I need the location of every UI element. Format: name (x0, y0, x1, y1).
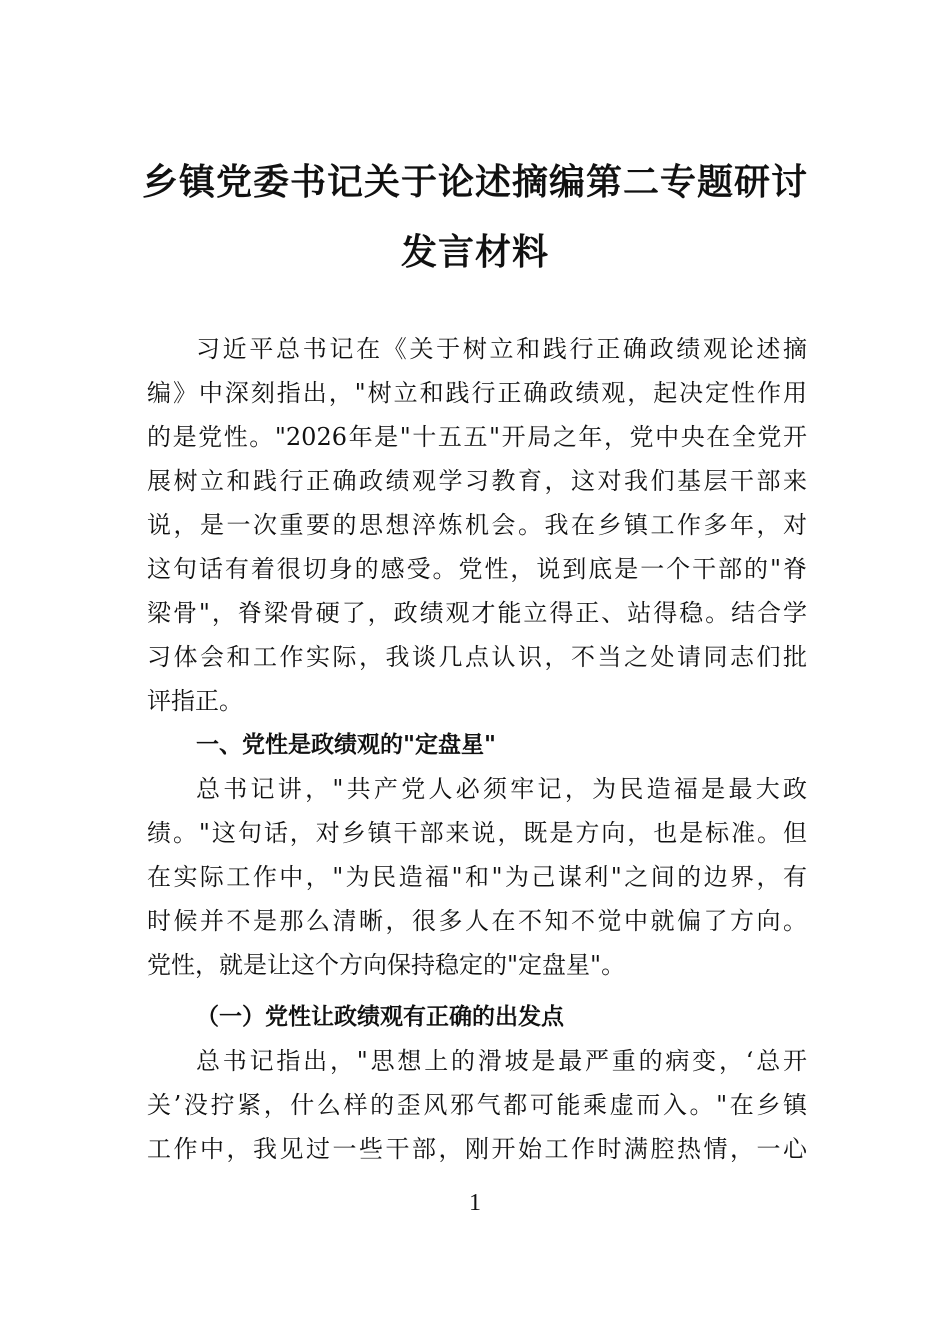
text-line: 时候并不是那么清晰，很多人在不知不觉中就偏了方向。 (147, 907, 807, 935)
text-line: 关’没拧紧，什么样的歪风邪气都可能乘虚而入。"在乡镇 (147, 1091, 807, 1119)
text-line: 说，是一次重要的思想淬炼机会。我在乡镇工作多年，对 (147, 511, 807, 539)
text-line: 梁骨"，脊梁骨硬了，政绩观才能立得正、站得稳。结合学 (147, 599, 807, 627)
text-line: 这句话有着很切身的感受。党性，说到底是一个干部的"脊 (147, 555, 807, 583)
text-line: 在实际工作中，"为民造福"和"为己谋利"之间的边界，有 (147, 863, 807, 891)
text-line: 的是党性。"2026年是"十五五"开局之年，党中央在全党开 (147, 423, 807, 451)
text-line: 工作中，我见过一些干部，刚开始工作时满腔热情，一心 (147, 1135, 807, 1163)
text-line: 总书记讲，"共产党人必须牢记，为民造福是最大政 (196, 775, 807, 803)
text-line: 党性，就是让这个方向保持稳定的"定盘星"。 (147, 951, 626, 979)
document-title-line-2: 发言材料 (400, 231, 549, 273)
text-line: 绩。"这句话，对乡镇干部来说，既是方向，也是标准。但 (147, 819, 807, 847)
text-line: 习近平总书记在《关于树立和践行正确政绩观论述摘 (196, 335, 807, 363)
document-title-line-1: 乡镇党委书记关于论述摘编第二专题研讨 (141, 161, 808, 203)
text-line: 编》中深刻指出，"树立和践行正确政绩观，起决定性作用 (147, 379, 807, 407)
text-line: 展树立和践行正确政绩观学习教育，这对我们基层干部来 (147, 467, 807, 495)
section-heading-1: 一、党性是政绩观的"定盘星" (196, 732, 496, 758)
text-line: 习体会和工作实际，我谈几点认识，不当之处请同志们批 (147, 643, 807, 671)
text-line: 评指正。 (147, 687, 243, 715)
page-number: 1 (469, 1190, 481, 1216)
text-line: 总书记指出，"思想上的滑坡是最严重的病变，‘总开 (196, 1047, 807, 1075)
subsection-heading-1: （一）党性让政绩观有正确的出发点 (196, 1003, 564, 1030)
